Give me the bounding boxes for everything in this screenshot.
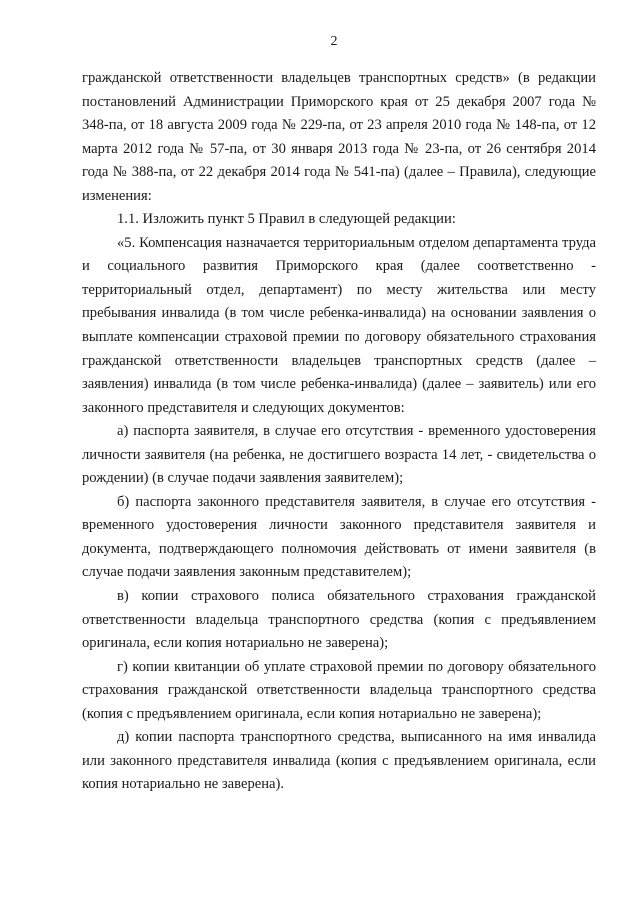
- paragraph-subitem-a: а) паспорта заявителя, в случае его отсутствия - временного удостоверения личности заявителя (на ребенка, не достигшего возраста 14 лет, - свидетельства о рождении) (в случае подачи заявления заявителем);: [82, 423, 596, 487]
- paragraph-point-5: «5. Компенсация назначается территориальным отделом департамента труда и социального развития Приморского края (далее соответственно - территориальный отдел, департамент) по месту жительства или месту пребывания инвалида (в том числе ребенка-инвалида) на основании заявления о выплате компенсации страховой премии по договору обязательного страхования гражданской ответственности владельцев транспортных средств (далее – заявления) инвалида (в том числе ребенка-инвалида) (далее – заявитель) или его законного представителя и следующих документов:: [82, 234, 596, 416]
- page-number: 2: [330, 34, 338, 49]
- paragraph-subitem-v: в) копии страхового полиса обязательного страхования гражданской ответственности владельца транспортного средства (копия с предъявлением оригинала, если копия нотариально не заверена);: [82, 588, 596, 652]
- paragraph-item-1-1: 1.1. Изложить пункт 5 Правил в следующей редакции:: [117, 211, 456, 228]
- document-body: [82, 67, 596, 797]
- paragraph-subitem-g: г) копии квитанции об уплате страховой премии по договору обязательного страхования гражданской ответственности владельца транспортного средства (копия с предъявлением оригинала, если копия нотариально не заверена);: [82, 658, 596, 722]
- paragraph-subitem-d: д) копии паспорта транспортного средства, выписанного на имя инвалида или законного представителя инвалида (копия с предъявлением оригинала, если копия нотариально не заверена).: [82, 729, 596, 793]
- paragraph-intro-continuation: гражданской ответственности владельцев транспортных средств» (в редакции постановлений Администрации Приморского края от 25 декабря 2007 года № 348-па, от 18 августа 2009 года № 229-па, от 23 апреля 2010 года № 148-па, от 12 марта 2012 года № 57-па, от 30 января 2013 года № 23-па, от 26 сентября 2014 года № 388-па, от 22 декабря 2014 года № 541-па) (далее – Правила), следующие изменения:: [82, 70, 596, 204]
- paragraph-subitem-b: б) паспорта законного представителя заявителя, в случае его отсутствия - временного удостоверения личности законного представителя заявителя и документа, подтверждающего полномочия действовать от имени заявителя (в случае подачи заявления законным представителем);: [82, 493, 596, 581]
